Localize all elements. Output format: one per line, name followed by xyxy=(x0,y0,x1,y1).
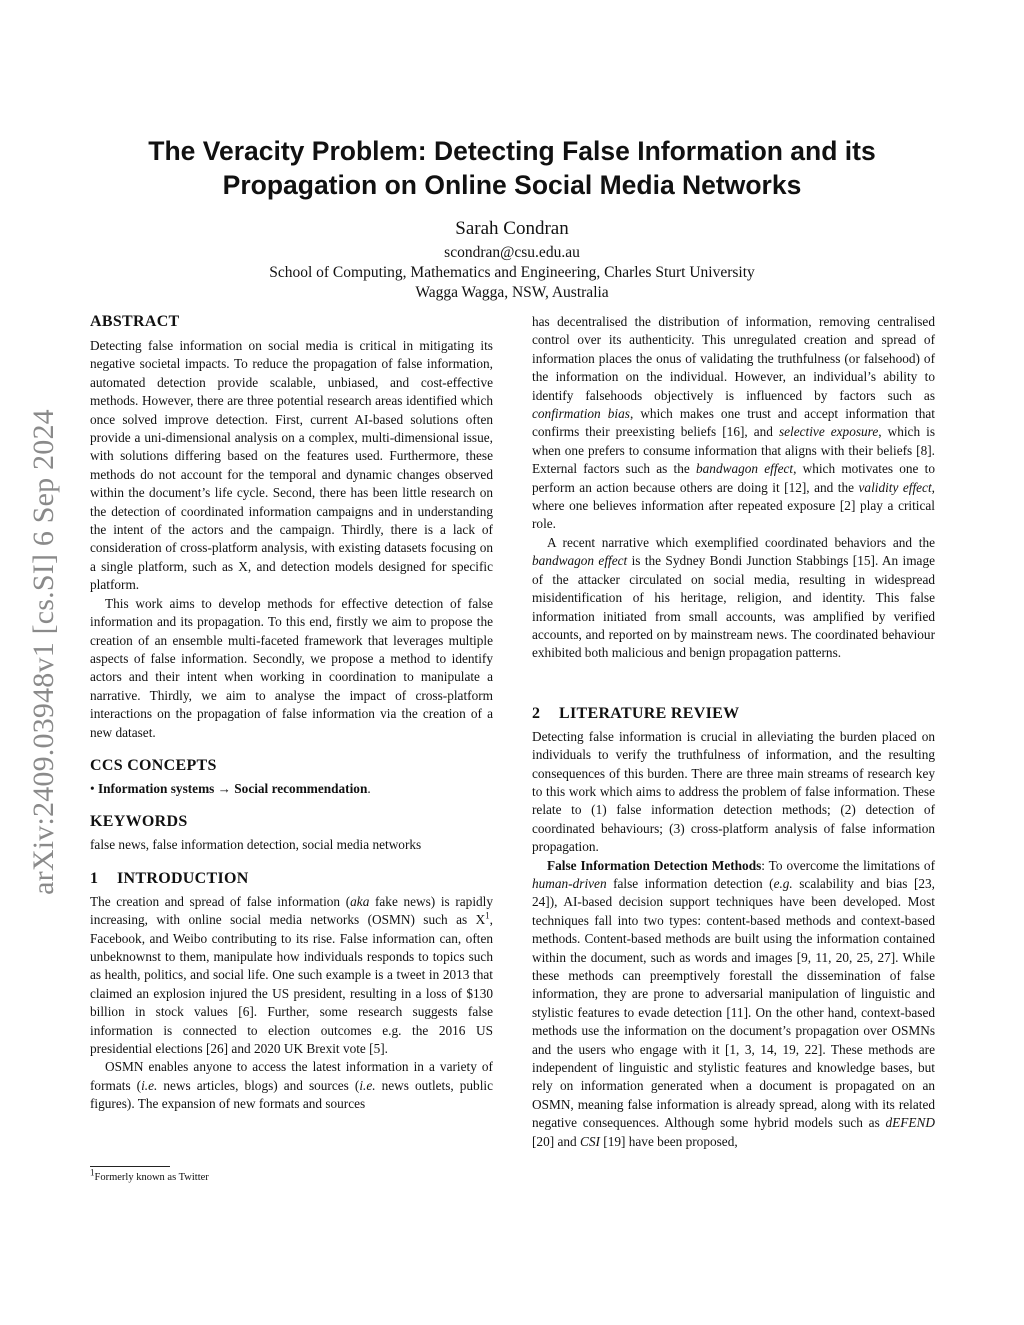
intro-r1-selective-exposure: selective exposure xyxy=(778,424,879,440)
intro-section-title: INTRODUCTION xyxy=(117,869,249,887)
litreview-p2-run-in-head: False Information Detection Methods xyxy=(547,857,762,873)
ccs-heading: CCS CONCEPTS xyxy=(90,756,217,774)
intro-paragraph-4 xyxy=(532,534,935,663)
litreview-p2-defend: dEFEND xyxy=(885,1115,935,1131)
intro-p2-text-c: news outlets, public figures). The expansion of new formats and sources xyxy=(90,1077,493,1112)
intro-r2-bandwagon-effect: bandwagon effect xyxy=(532,553,628,569)
litreview-paragraph-1: Detecting false information is crucial in alleviating the burden placed on individuals to verify the truthfulness of information, and the resulting consequences of this burden. There are three main streams of research key to this work which aims to address the problem of false information. These relate to (1) false information detection methods; (2) detection of coordinated behaviours; (3) cross-platform analysis of false information propagation. xyxy=(532,728,935,855)
litreview-p2-text-b: false information detection ( xyxy=(606,875,774,891)
intro-r1-confirmation-bias: confirmation bias xyxy=(532,406,630,422)
litreview-p2-text-e: [19] have been proposed, xyxy=(599,1133,738,1149)
footnote-rule xyxy=(90,1166,170,1167)
litreview-section-title: LITERATURE REVIEW xyxy=(559,704,740,722)
title-line-2: Propagation on Online Social Media Networks xyxy=(222,170,802,200)
footnote xyxy=(90,1166,493,1185)
intro-r1-validity-effect: validity effect xyxy=(858,479,932,495)
footnote-mark: 1 xyxy=(90,1167,95,1178)
intro-r1-text-a: has decentralised the distribution of information, removing centralised control over its authenticity. This unregulated creation and spread of information places the onus of validating the truthfulness (or falsehood) of the information on the individual. However, an individual’s ability to identify falsehoods objectively is influenced by factors such as xyxy=(532,314,935,403)
abstract-heading: ABSTRACT xyxy=(90,313,180,330)
intro-paragraph-2 xyxy=(90,1058,493,1113)
intro-p1-text-b: fake news) is rapidly increasing, with online social media networks (OSMN) such as X xyxy=(90,893,494,928)
author-email: scondran@csu.edu.au xyxy=(444,244,580,261)
footnote-reference: 1 xyxy=(485,910,490,921)
intro-paragraph-3 xyxy=(532,313,935,534)
intro-p1-text-c: , Facebook, and Weibo contributing to its rise. False information can, often unbeknownst to them, manipulate how individuals responds to topics such as health, politics, and social life. One such example is a tweet in 2013 that claimed an explosion injured the US president, resulting in a loss of $130 billion in stock values [6]. Further, some research suggests false information is connected to election outcomes e.g. the 2016 US presidential elections [26] and 2020 UK Brexit vote [5]. xyxy=(90,912,493,1056)
ccs-item: Information systems → Social recommendation xyxy=(97,780,368,796)
arxiv-stamp-text: arXiv:2409.03948v1 [cs.SI] 6 Sep 2024 xyxy=(27,409,60,895)
author-location: Wagga Wagga, NSW, Australia xyxy=(415,284,609,301)
paper-title xyxy=(80,134,944,202)
litreview-p2-eg: e.g. xyxy=(773,875,793,891)
litreview-p2-text-c: scalability and bias [23, 24]), AI-based decision support techniques have been developed. Most techniques fall into two types: content-based methods and context-based methods. Content-based methods are built using the information contained within the document, such as words and images [9, 11, 20, 25, 27]. While these methods can preemptively forestall the dissemination of false information, they are prone to adversarial manipulation of linguistic and stylistic features to evade detection [11]. On the other hand, context-based methods use the information on the document’s propagation over OSMNs and the users who engage with it [1, 3, 14, 19, 22]. These methods are independent of linguistic and stylistic features and knowledge bases, but rely on information generated when a document is propagated on an OSMN, meaning false information is already spread, along with its related negative consequences. Although some hybrid models such as xyxy=(532,875,935,1131)
intro-r1-text-d: , which motivates one to perform an action because others are doing it [12], and the xyxy=(532,461,935,495)
litreview-paragraph-2 xyxy=(532,857,935,1152)
intro-p2-ie-2: i.e. xyxy=(359,1077,376,1093)
intro-p1-text-a: The creation and spread of false information ( xyxy=(90,893,351,909)
abstract-paragraph-2: This work aims to develop methods for effective detection of false information and its propagation. To this end, firstly we aim to propose the creation of an ensemble multi-faceted framework that leverages multiple aspects of false information. Secondly, we propose a method to identify actors and their intent when working in coordination to manipulate a narrative. Thirdly, we aim to analyse the impact of cross-platform interactions on the propagation of false information via the creation of a new dataset. xyxy=(90,595,493,740)
litreview-p2-csi: CSI xyxy=(580,1133,600,1149)
intro-p2-text-a: OSMN enables anyone to access the latest information in a variety of formats ( xyxy=(90,1059,493,1093)
intro-p2-text-b: news articles, blogs) and sources ( xyxy=(157,1077,360,1093)
litreview-p2-human-driven: human-driven xyxy=(532,875,607,891)
keywords-text: false news, false information detection, social media networks xyxy=(90,837,422,853)
intro-p2-ie-1: i.e. xyxy=(141,1077,158,1093)
intro-section-number: 1 xyxy=(90,869,99,887)
intro-paragraph-1 xyxy=(90,893,493,1059)
keywords-heading: KEYWORDS xyxy=(90,813,188,831)
right-column xyxy=(532,313,935,1151)
intro-r2-text-b: is the Sydney Bondi Junction Stabbings [15]. An image of the attacker circulated on social media, resulting in widespread misidentification of his heritage, religion, and identity. This false information initiated from small accounts, was amplified by verified accounts, and reported on by mainstream news. The coordinated behaviour exhibited both malicious and benign propagation patterns. xyxy=(532,553,935,661)
ccs-suffix: . xyxy=(367,780,371,796)
author-affiliation: School of Computing, Mathematics and Engineering, Charles Sturt University xyxy=(269,264,755,281)
author-name: Sarah Condran xyxy=(455,218,569,239)
footnote-text: Formerly known as Twitter xyxy=(94,1172,209,1183)
litreview-heading xyxy=(532,703,935,725)
litreview-p2-text-d: [20] and xyxy=(532,1133,580,1149)
intro-r1-bandwagon-effect: bandwagon effect xyxy=(696,461,794,477)
intro-heading xyxy=(90,868,493,890)
intro-r1-text-b: , which makes one trust and accept information that confirms their preexisting beliefs [16], and xyxy=(532,406,935,440)
title-line-1: The Veracity Problem: Detecting False Information and its xyxy=(148,136,876,166)
intro-r1-text-e: , where one believes information after repeated exposure [2] play a critical role. xyxy=(532,479,935,532)
abstract-paragraph-1: Detecting false information on social media is critical in mitigating its negative societal impacts. To reduce the propagation of false information, automated detection provide scalable, unbiased, and cost-effective methods. However, there are three potential research areas identified which once solved improve detection. First, current AI-based solutions often provide a uni-dimensional analysis on a complex, multi-dimensional issue, with solutions differing based on the features used. Furthermore, these methods do not account for the temporal and dynamic changes observed within the document’s life cycle. Second, there has been little research on the detection of coordinated information campaigns and in understanding the intent of the actors and the campaign. Thirdly, there is a lack of consideration of cross-platform analysis, with existing datasets focusing on a single platform, such as X, and detection models designed for specific platform. xyxy=(90,338,493,593)
intro-r1-text-c: , which is when one prefers to consume information that aligns with their beliefs [8]. External factors such as the xyxy=(532,424,935,477)
litreview-p2-text-a: : To overcome the limitations of xyxy=(761,857,935,873)
intro-r2-text-a: A recent narrative which exemplified coordinated behaviors and the xyxy=(547,534,935,550)
litreview-section-number: 2 xyxy=(532,704,541,722)
ccs-bullet: • xyxy=(90,780,98,796)
ccs-concepts xyxy=(90,780,493,798)
intro-p1-aka: aka xyxy=(350,893,370,909)
author-block xyxy=(80,216,944,303)
left-column xyxy=(90,311,493,1114)
